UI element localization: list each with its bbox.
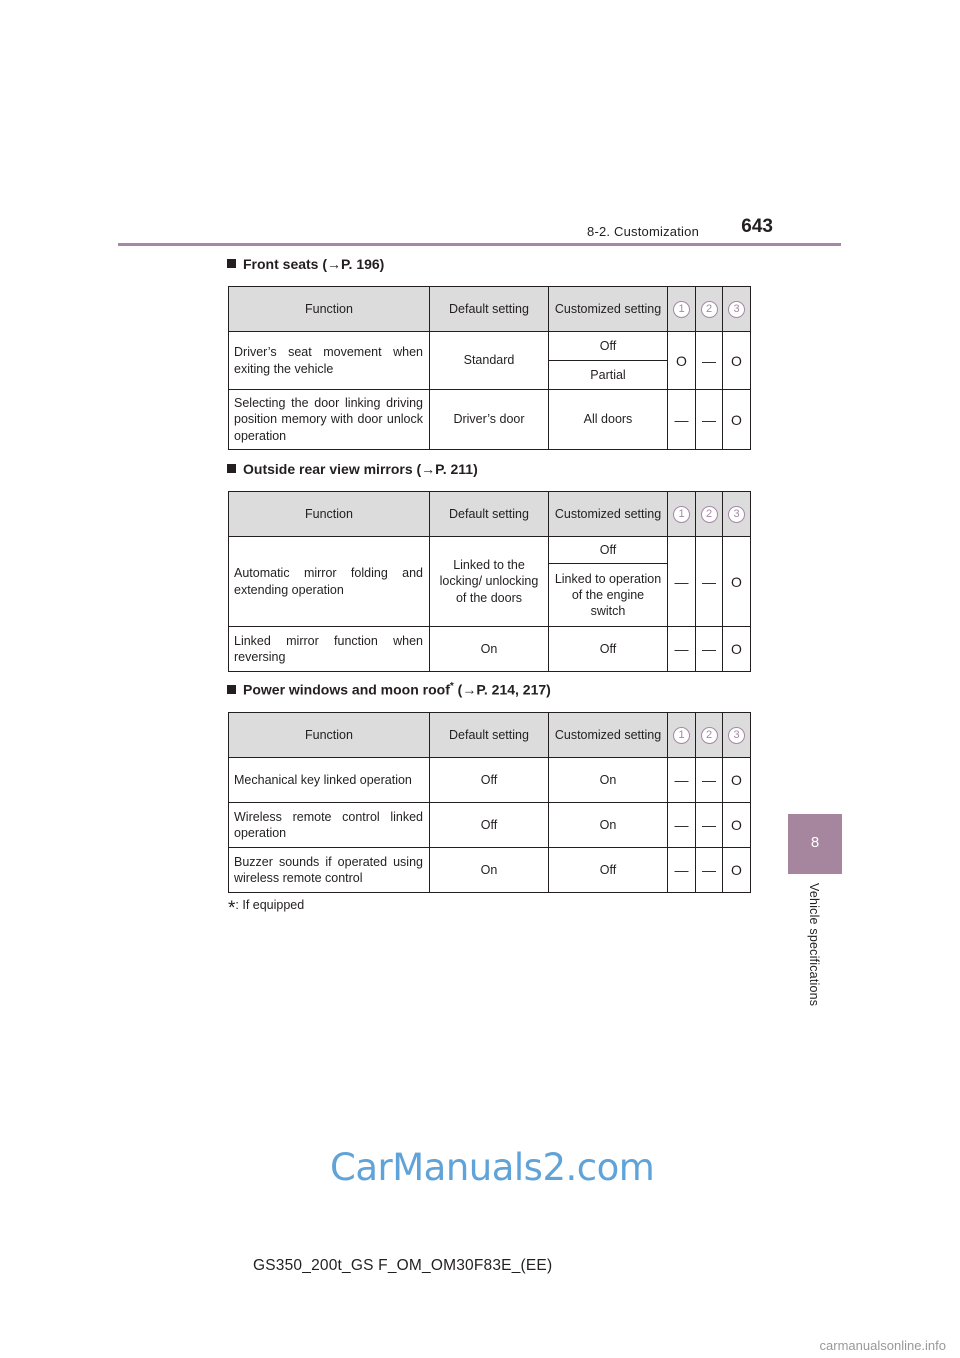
footnote-star: *: [228, 898, 236, 919]
document-id: GS350_200t_GS F_OM_OM30F83E_(EE): [253, 1257, 553, 1274]
mark-cell: —: [696, 332, 723, 390]
table-row: [229, 627, 751, 672]
heading-text: Front seats (→P. 196): [243, 256, 385, 272]
table-row: [229, 332, 751, 361]
col-default: Default setting: [430, 713, 549, 758]
number-1-icon: 1: [673, 506, 690, 523]
default-cell: Driver’s door: [430, 390, 549, 450]
mark-cell: O: [723, 848, 751, 893]
mark-cell: O: [723, 627, 751, 672]
function-cell: Linked mirror function when reversing: [229, 627, 430, 672]
col-function: Function: [229, 492, 430, 537]
customized-cell: Off: [549, 848, 668, 893]
customized-cell: On: [549, 803, 668, 848]
mark-cell: —: [696, 758, 723, 803]
mark-cell: —: [668, 537, 696, 627]
watermark-text: CarManuals2.com: [330, 1146, 655, 1189]
section-heading-front-seats: [227, 256, 384, 272]
mark-cell: —: [668, 803, 696, 848]
chapter-label-text: Vehicle specifications: [807, 883, 821, 1007]
default-cell: On: [430, 627, 549, 672]
table-row: [229, 758, 751, 803]
col-function: Function: [229, 713, 430, 758]
heading-ref: (→P. 214, 217): [453, 681, 551, 698]
col-2: [696, 713, 723, 758]
table-header-row: [229, 713, 751, 758]
customized-cell: All doors: [549, 390, 668, 450]
section-title: 8-2. Customization: [587, 224, 699, 239]
mark-cell: —: [696, 803, 723, 848]
table-row: [229, 390, 751, 450]
table-row: [229, 848, 751, 893]
footer-brand: carmanualsonline.info: [819, 1338, 946, 1353]
mark-cell: O: [723, 390, 751, 450]
heading-text: Power windows and moon roof: [243, 681, 450, 698]
mirrors-table: [228, 491, 751, 672]
chapter-tab: [788, 814, 842, 874]
default-cell: Linked to the locking/ unlocking of the doors: [430, 537, 549, 627]
mark-cell: —: [696, 390, 723, 450]
number-3-icon: 3: [728, 301, 745, 318]
bullet-square-icon: [227, 685, 236, 694]
default-cell: Off: [430, 758, 549, 803]
table-header-row: [229, 492, 751, 537]
footnote-text: : If equipped: [235, 898, 305, 912]
equipped-star: *: [449, 681, 454, 692]
customized-cell: Partial: [549, 361, 668, 390]
watermark: [330, 1146, 655, 1192]
col-1: [668, 492, 696, 537]
bullet-square-icon: [227, 464, 236, 473]
mark-cell: —: [696, 627, 723, 672]
col-3: [723, 713, 751, 758]
customized-cell: Linked to operation of the engine switch: [549, 564, 668, 627]
mark-cell: —: [668, 390, 696, 450]
number-1-icon: 1: [673, 727, 690, 744]
col-2: [696, 492, 723, 537]
col-default: Default setting: [430, 287, 549, 332]
col-3: [723, 287, 751, 332]
mark-cell: —: [668, 758, 696, 803]
mark-cell: O: [723, 537, 751, 627]
chapter-number: 8: [810, 834, 820, 851]
front-seats-table: [228, 286, 751, 450]
col-customized: Customized setting: [549, 492, 668, 537]
function-cell: Mechanical key linked operation: [229, 758, 430, 803]
customized-cell: Off: [549, 627, 668, 672]
bullet-square-icon: [227, 259, 236, 268]
customized-cell: Off: [549, 537, 668, 564]
chapter-label: [804, 883, 826, 1023]
mark-cell: —: [696, 537, 723, 627]
table-header-row: [229, 287, 751, 332]
section-heading-power-windows: [227, 681, 551, 698]
default-cell: Standard: [430, 332, 549, 390]
col-default: Default setting: [430, 492, 549, 537]
function-cell: Buzzer sounds if operated using wireless remote control: [229, 848, 430, 893]
function-cell: Selecting the door linking driving position memory with door unlock operation: [229, 390, 430, 450]
default-cell: On: [430, 848, 549, 893]
mark-cell: —: [668, 627, 696, 672]
function-cell: Wireless remote control linked operation: [229, 803, 430, 848]
number-2-icon: 2: [701, 506, 718, 523]
col-customized: Customized setting: [549, 713, 668, 758]
number-3-icon: 3: [728, 727, 745, 744]
function-cell: Automatic mirror folding and extending operation: [229, 537, 430, 627]
col-function: Function: [229, 287, 430, 332]
col-3: [723, 492, 751, 537]
mark-cell: —: [696, 848, 723, 893]
page-number: 643: [741, 216, 773, 237]
mark-cell: O: [668, 332, 696, 390]
heading-text: Outside rear view mirrors (→P. 211): [243, 461, 478, 477]
table-row: [229, 537, 751, 564]
mark-cell: —: [668, 848, 696, 893]
mark-cell: O: [723, 758, 751, 803]
page-header: [118, 212, 841, 248]
col-1: [668, 287, 696, 332]
col-customized: Customized setting: [549, 287, 668, 332]
number-2-icon: 2: [701, 727, 718, 744]
number-2-icon: 2: [701, 301, 718, 318]
mark-cell: O: [723, 803, 751, 848]
table-row: [229, 803, 751, 848]
number-1-icon: 1: [673, 301, 690, 318]
header-rule: [118, 243, 841, 246]
col-1: [668, 713, 696, 758]
col-2: [696, 287, 723, 332]
customized-cell: On: [549, 758, 668, 803]
number-3-icon: 3: [728, 506, 745, 523]
function-cell: Driver’s seat movement when exiting the vehicle: [229, 332, 430, 390]
default-cell: Off: [430, 803, 549, 848]
section-heading-mirrors: [227, 461, 478, 477]
customized-cell: Off: [549, 332, 668, 361]
power-windows-table: [228, 712, 751, 893]
mark-cell: O: [723, 332, 751, 390]
footnote: [228, 898, 304, 920]
